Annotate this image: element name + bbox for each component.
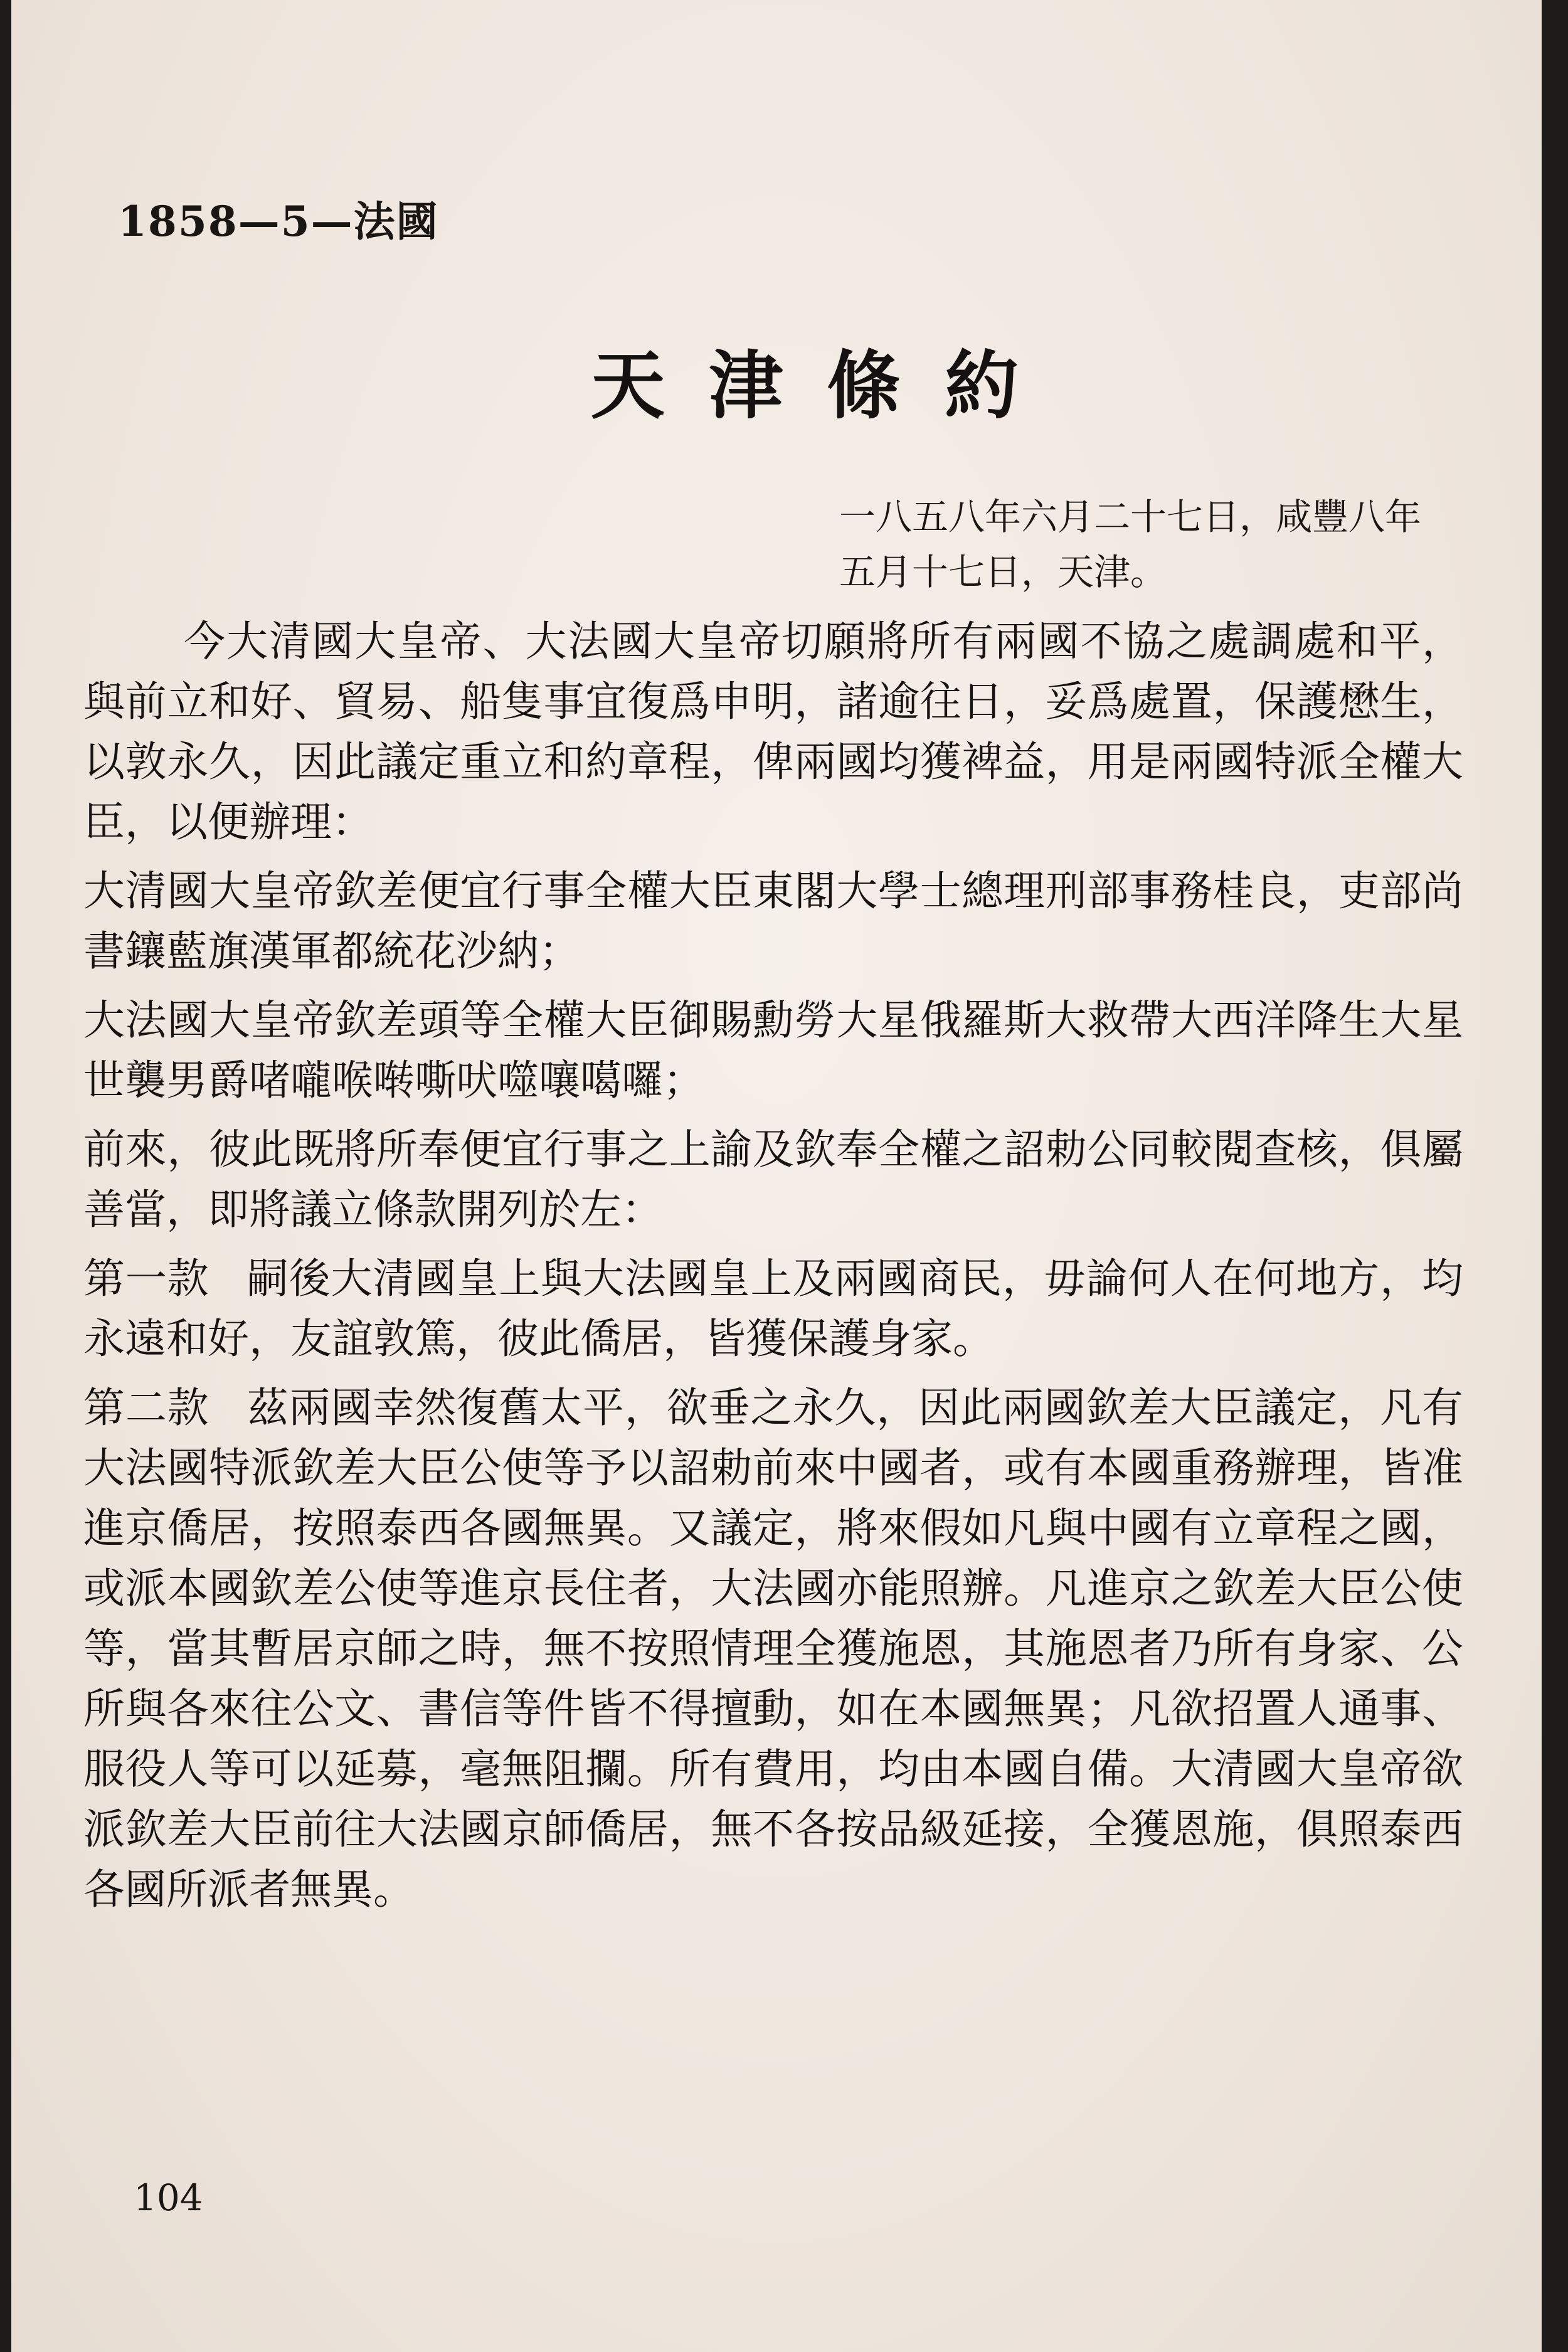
plenipotentiary-china-paragraph: 大清國大皇帝欽差便宜行事全權大臣東閣大學士總理刑部事務桂良，吏部尚書鑲藍旗漢軍都統花沙納； [83,867,1463,975]
dateline-line-1: 一八五八年六月二十七日，咸豐八年 [839,495,1422,538]
article-paragraph [83,1249,1463,1369]
preamble-paragraph: 今大清國大皇帝、大法國大皇帝切願將所有兩國不協之處調處和平，與前立和好、貿易、船隻事宜復爲申明，諸逾往日，妥爲處置，保護懋生，以敦永久，因此議定重立和約章程，俾兩國均獲裨益，用是兩國特派全權大臣，以便辦理： [83,617,1463,846]
article-label: 第二款 [83,1384,209,1432]
page-number: 104 [134,2176,203,2219]
plenipotentiary-france-paragraph: 大法國大皇帝欽差頭等全權大臣御賜勳勞大星俄羅斯大救帶大西洋降生大星世襲男爵啫嚨喉啭嘶吠噬嚷噶囉； [83,996,1463,1104]
article-label: 第一款 [83,1254,209,1303]
treaty-body [83,612,1463,1929]
article-paragraph [83,1378,1463,1920]
dateline [839,489,1466,600]
article-text: 茲兩國幸然復舊太平，欲垂之永久，因此兩國欽差大臣議定，凡有大法國特派欽差大臣公使等予以詔勅前來中國者，或有本國重務辦理，皆准進京僑居，按照泰西各國無異。又議定，將來假如凡與中國有立章程之國，或派本國欽差公使等進京長住者，大法國亦能照辦。凡進京之欽差大臣公使等，當其暫居京師之時，無不按照情理全獲施恩，其施恩者乃所有身家、公所與各來往公文、書信等件皆不得擅動，如在本國無異；凡欲招置人通事、服役人等可以延募，毫無阻攔。所有費用，均由本國自備。大清國大皇帝欲派欽差大臣前往大法國京師僑居，無不各按品級延接，全獲恩施，俱照泰西各國所派者無異。 [83,1384,1464,1914]
book-page [11,0,1542,2352]
credentials-paragraph: 前來，彼此既將所奉便宜行事之上諭及欽奉全權之詔勅公同較閱查核，俱屬善當，即將議立條款開列於左： [83,1125,1463,1234]
article-text: 嗣後大清國皇上與大法國皇上及兩國商民，毋論何人在何地方，均永遠和好，友誼敦篤，彼此僑居，皆獲保護身家。 [83,1254,1464,1363]
running-head: 1858—5—法國 [118,197,439,246]
document-title: 天津條約 [590,342,1062,429]
dateline-line-2: 五月十七日，天津。 [839,551,1167,593]
